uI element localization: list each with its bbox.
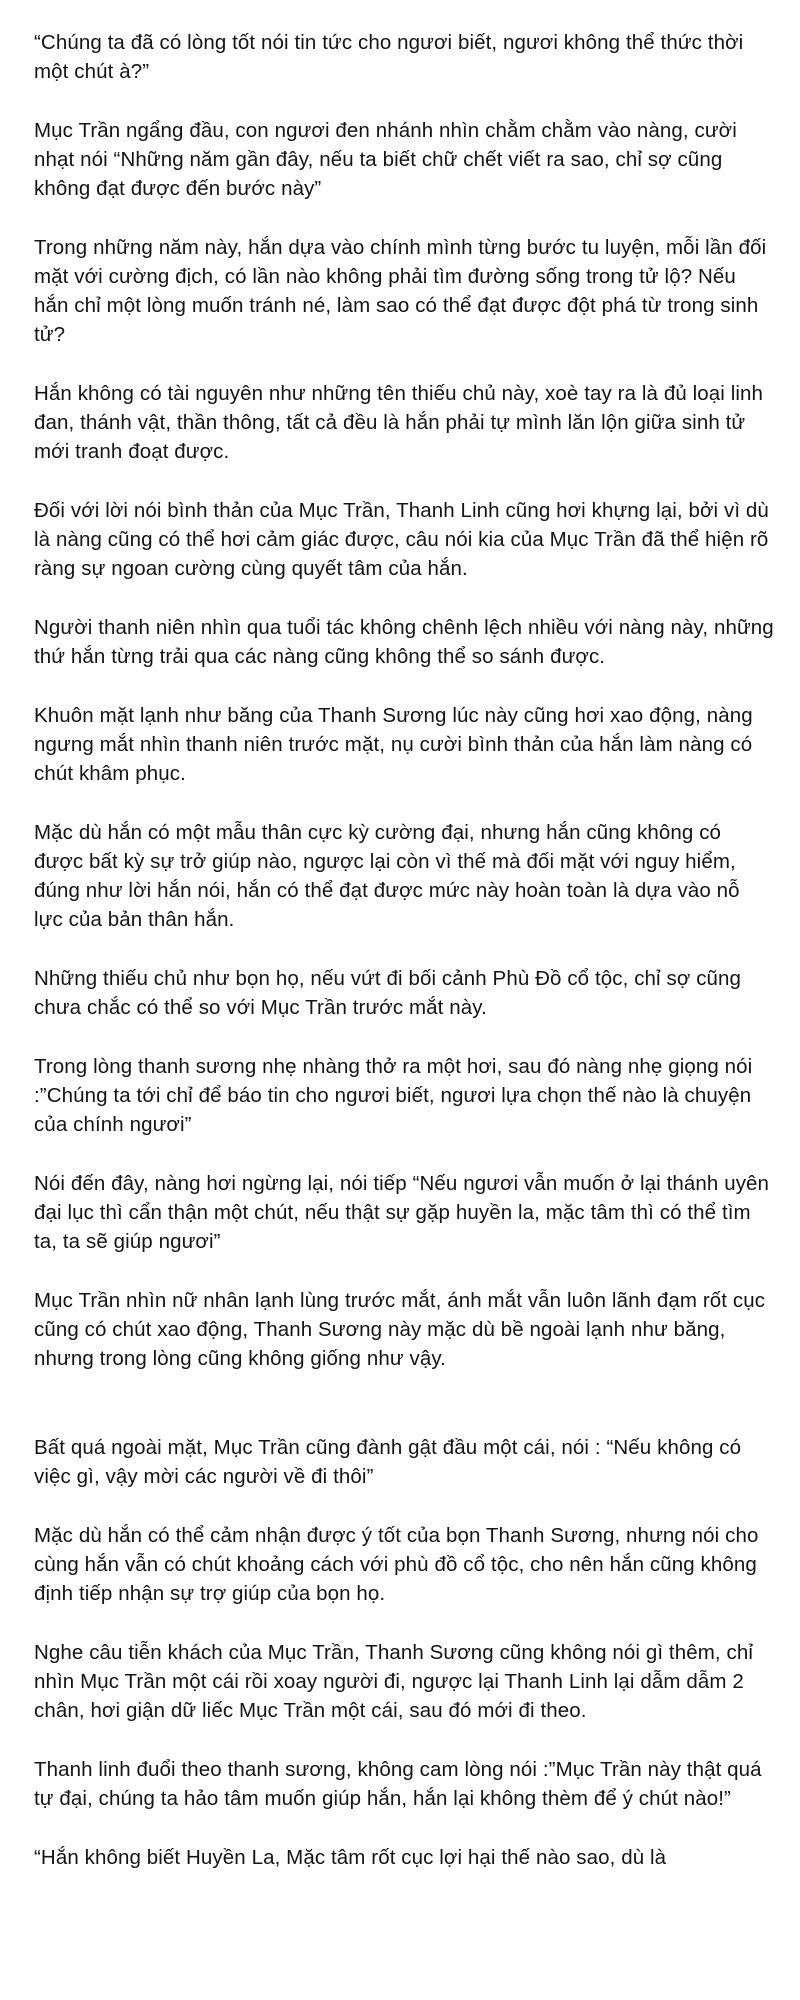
paragraph: Mục Trần nhìn nữ nhân lạnh lùng trước mắt, ánh mắt vẫn luôn lãnh đạm rốt cục cũng có chút xao động, Thanh Sương này mặc dù bề ngoài lạnh như băng, nhưng trong lòng cũng không giống như vậy. [34, 1289, 766, 1370]
paragraph: Nghe câu tiễn khách của Mục Trần, Thanh Sương cũng không nói gì thêm, chỉ nhìn Mục Trần một cái rồi xoay người đi, ngược lại Thanh Linh lại dẫm dẫm 2 chân, hơi giận dữ liếc Mục Trần một cái, sau đó mới đi theo. [34, 1641, 753, 1722]
paragraph: Mặc dù hắn có một mẫu thân cực kỳ cường đại, nhưng hắn cũng không có được bất kỳ sự trở giúp nào, ngược lại còn vì thế mà đối mặt với nguy hiểm, đúng như lời hắn nói, hắn có thể đạt được mức này hoàn toàn là dựa vào nỗ lực của bản thân hắn. [34, 821, 740, 931]
paragraph: Người thanh niên nhìn qua tuổi tác không chênh lệch nhiều với nàng này, những thứ hắn từng trải qua các nàng cũng không thể so sánh được. [34, 616, 774, 668]
paragraph: Khuôn mặt lạnh như băng của Thanh Sương lúc này cũng hơi xao động, nàng ngưng mắt nhìn thanh niên trước mặt, nụ cười bình thản của hắn làm nàng có chút khâm phục. [34, 704, 753, 785]
paragraph-partial: “Hắn không biết Huyền La, Mặc tâm rốt cục lợi hại thế nào sao, dù là [34, 1846, 667, 1869]
paragraph: Trong những năm này, hắn dựa vào chính mình từng bước tu luyện, mỗi lần đối mặt với cường địch, có lần nào không phải tìm đường sống trong tử lộ? Nếu hắn chỉ một lòng muốn tránh né, làm sao có thể đạt được đột phá từ trong sinh tử? [34, 236, 767, 346]
paragraph: Đối với lời nói bình thản của Mục Trần, Thanh Linh cũng hơi khựng lại, bởi vì dù là nàng cũng có thể hơi cảm giác được, câu nói kia của Mục Trần đã thể hiện rõ ràng sự ngoan cường cùng quyết tâm của hắn. [34, 499, 769, 580]
paragraph: Trong lòng thanh sương nhẹ nhàng thở ra một hơi, sau đó nàng nhẹ giọng nói :”Chúng ta tới chỉ để báo tin cho ngươi biết, ngươi lựa chọn thế nào là chuyện của chính ngươi” [34, 1055, 753, 1136]
paragraph: Mặc dù hắn có thể cảm nhận được ý tốt của bọn Thanh Sương, nhưng nói cho cùng hắn vẫn có chút khoảng cách với phù đồ cổ tộc, cho nên hắn cũng không định tiếp nhận sự trợ giúp của bọn họ. [34, 1524, 759, 1605]
paragraph: Những thiếu chủ như bọn họ, nếu vứt đi bối cảnh Phù Đồ cổ tộc, chỉ sợ cũng chưa chắc có thể so với Mục Trần trước mắt này. [34, 967, 742, 1019]
paragraph: Mục Trần ngẩng đầu, con ngươi đen nhánh nhìn chằm chằm vào nàng, cười nhạt nói “Những năm gần đây, nếu ta biết chữ chết viết ra sao, chỉ sợ cũng không đạt được đến bước này” [34, 119, 737, 200]
paragraph: Thanh linh đuổi theo thanh sương, không cam lòng nói :”Mục Trần này thật quá tự đại, chúng ta hảo tâm muốn giúp hắn, hắn lại không thèm để ý chút nào!” [34, 1758, 762, 1810]
paragraph: Bất quá ngoài mặt, Mục Trần cũng đành gật đầu một cái, nói : “Nếu không có việc gì, vậy mời các người về đi thôi” [34, 1436, 742, 1488]
story-text [34, 28, 774, 1902]
paragraph: Hắn không có tài nguyên như những tên thiếu chủ này, xoè tay ra là đủ loại linh đan, thánh vật, thần thông, tất cả đều là hắn phải tự mình lăn lộn giữa sinh tử mới tranh đoạt được. [34, 382, 764, 463]
paragraph: “Chúng ta đã có lòng tốt nói tin tức cho ngươi biết, ngươi không thể thức thời một chút à?” [34, 31, 744, 83]
paragraph: Nói đến đây, nàng hơi ngừng lại, nói tiếp “Nếu ngươi vẫn muốn ở lại thánh uyên đại lục thì cẩn thận một chút, nếu thật sự gặp huyền la, mặc tâm thì có thể tìm ta, ta sẽ giúp ngươi” [34, 1172, 770, 1253]
